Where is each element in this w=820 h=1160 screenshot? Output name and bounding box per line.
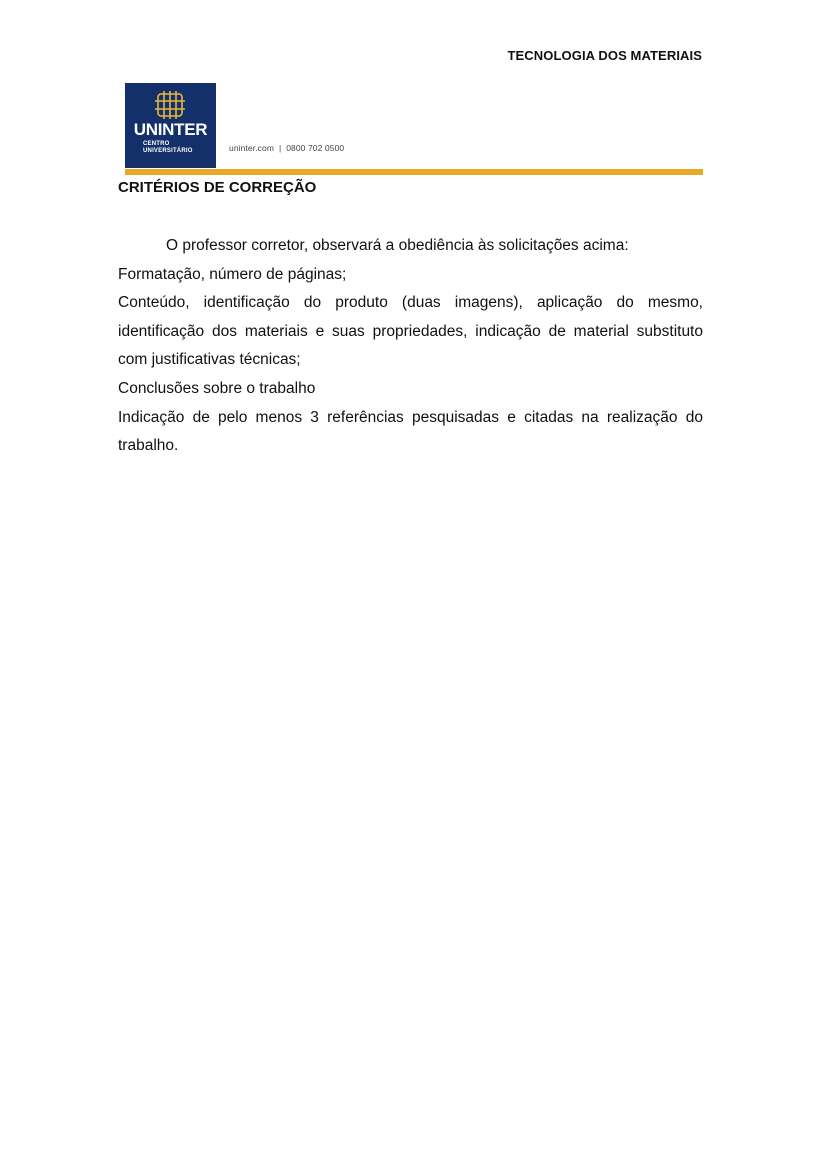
paragraph-criteria-conclusions: Conclusões sobre o trabalho [118,379,316,397]
accent-divider [125,169,703,175]
logo-subtitle [143,141,203,154]
logo-subtitle-line-2: UNIVERSITÁRIO [143,147,193,154]
section-body [118,232,703,461]
contact-info: uninter.com | 0800 702 0500 [229,143,345,153]
globe-emblem-icon [152,90,188,120]
paragraph-intro: O professor corretor, observará a obediência às solicitações acima: [166,237,629,254]
section-title: CRITÉRIOS DE CORREÇÃO [118,179,317,196]
uninter-logo [125,83,216,168]
logo-subtitle-line-1: CENTRO [143,141,170,147]
logo-name: UNINTER [133,120,208,139]
paragraph-criteria-content: Conteúdo, identificação do produto (duas imagens), aplicação do mesmo, identificação dos materiais e suas propriedades, indicação de material substituto com justificativas técnicas; [118,294,703,369]
paragraph-criteria-format: Formatação, número de páginas; [118,265,347,283]
paragraph-criteria-references: Indicação de pelo menos 3 referências pesquisadas e citadas na realização do trabalho. [118,408,703,455]
running-header: TECNOLOGIA DOS MATERIAIS [507,48,702,63]
letterhead [118,83,703,176]
